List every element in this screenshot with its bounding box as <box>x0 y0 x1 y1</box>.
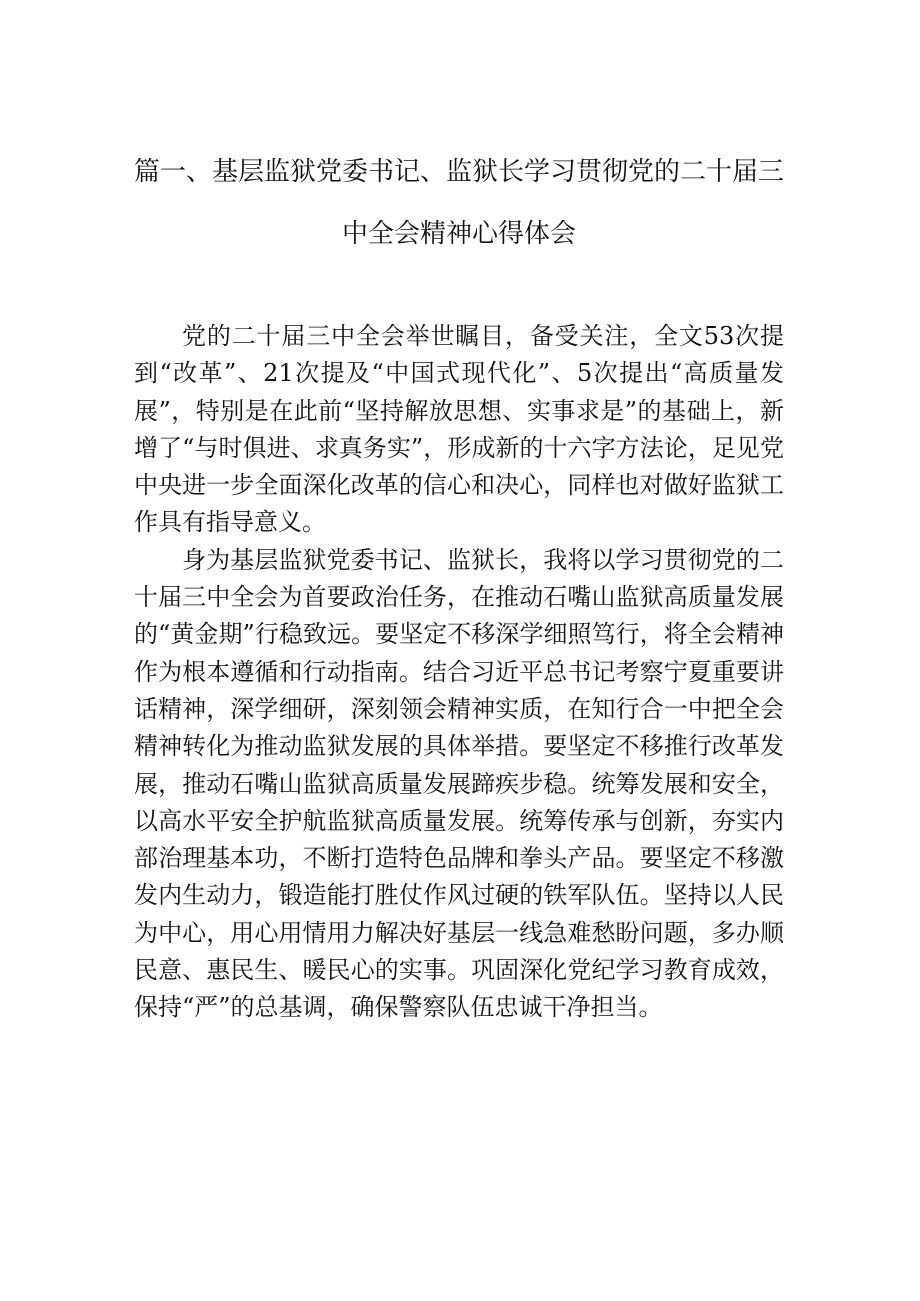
paragraph-1: 党的二十届三中全会举世瞩目，备受关注，全文53次提到“改革”、21次提及“中国式现代化”、5次提出“高质量发展”，特别是在此前“坚持解放思想、实事求是”的基础上，新增了“与时俱进、求真务实”，形成新的十六字方法论，足见党中央进一步全面深化改革的信心和决心，同样也对做好监狱工作具有指导意义。 <box>134 322 784 537</box>
document-body <box>134 318 784 1027</box>
document-title <box>134 150 784 256</box>
title-line-1: 篇一、基层监狱党委书记、监狱长学习贯彻党的二十届三 <box>134 157 785 187</box>
paragraph-2: 身为基层监狱党委书记、监狱长，我将以学习贯彻党的二十届三中全会为首要政治任务，在推动石嘴山监狱高质量发展的“黄金期”行稳致远。要坚定不移深学细照笃行，将全会精神作为根本遵循和行动指南。结合习近平总书记考察宁夏重要讲话精神，深学细研，深刻领会精神实质，在知行合一中把全会精神转化为推动监狱发展的具体举措。要坚定不移推行改革发展，推动石嘴山监狱高质量发展蹄疾步稳。统筹发展和安全，以高水平安全护航监狱高质量发展。统筹传承与创新，夯实内部治理基本功，不断打造特色品牌和拳头产品。要坚定不移激发内生动力，锻造能打胜仗作风过硬的铁军队伍。坚持以人民为中心，用心用情用力解决好基层一线急难愁盼问题，多办顺民意、惠民生、暖民心的实事。巩固深化党纪学习教育成效，保持“严”的总基调，确保警察队伍忠诚干净担当。 <box>134 545 784 1022</box>
title-line-2: 中全会精神心得体会 <box>341 219 576 249</box>
